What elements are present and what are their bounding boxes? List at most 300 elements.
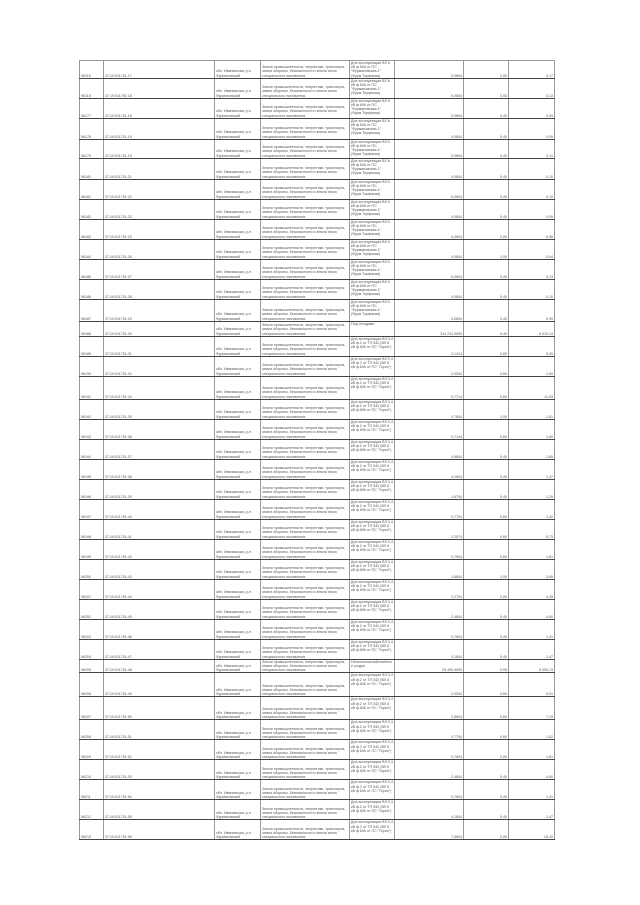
table-row (80, 659, 555, 673)
row-number-cell: 96181 (80, 179, 104, 199)
row-number-cell: 96179 (80, 139, 104, 158)
area-cell: 0,7754 (395, 720, 464, 740)
address-cell: обл. Ивановская, р-н Фурмановский (215, 697, 261, 720)
cadastral-number-cell: 37:19:011701:18 (104, 78, 215, 98)
land-category-cell: Земли промышленности, энергетики, транспорта, земли обороны, безопасности и земли иного специального назначения (261, 579, 350, 599)
cadastral-number-cell: 37:19:011701:55 (104, 800, 215, 820)
rate-cell: 0,60 (464, 539, 509, 559)
area-cell: 0,7854 (395, 399, 464, 419)
table-row (80, 599, 555, 619)
rate-cell: 2,00 (464, 740, 509, 760)
permitted-use-cell: Для эксплуатации ВЛ 6 кВ ф.606 от ПС "Фурмановская-1" (Фурм.Торфяная) (350, 98, 395, 118)
amount-cell: 0,09 (509, 118, 555, 139)
row-number-cell: 96206 (80, 673, 104, 697)
table-row (80, 376, 555, 399)
permitted-use-cell: Для эксплуатации ВЛ 0,4 кВ ф.2 от ТП 542 (ВЛ 6 кВ ф.606 от ПС "Тороп") (350, 619, 395, 639)
address-cell: обл. Ивановская, р-н Фурмановский (215, 479, 261, 499)
land-category-cell: Земли промышленности, энергетики, транспорта, земли обороны, безопасности и земли иного специального назначения (261, 519, 350, 539)
table-row (80, 740, 555, 760)
cadastral-number-cell: 37:19:011701:32 (104, 356, 215, 376)
land-category-cell: Земли промышленности, энергетики, транспорта, земли обороны, безопасности и земли иного специального назначения (261, 259, 350, 279)
amount-cell: 6 610,14 (509, 321, 555, 336)
area-cell: 0,7954 (395, 539, 464, 559)
land-category-cell: Земли промышленности, энергетики, транспорта, земли обороны, безопасности и земли иного специального назначения (261, 697, 350, 720)
rate-cell: 0,60 (464, 419, 509, 439)
table-row (80, 820, 555, 840)
cadastral-number-cell: 37:19:011701:39 (104, 479, 215, 499)
rate-cell: 0,40 (464, 321, 509, 336)
address-cell: обл. Ивановская, р-н Фурмановский (215, 158, 261, 179)
table-row (80, 479, 555, 499)
land-category-cell: Земли промышленности, энергетики, транспорта, земли обороны, безопасности и земли иного специального назначения (261, 820, 350, 840)
amount-cell: 0,17 (509, 61, 555, 79)
area-cell: 0,7654 (395, 619, 464, 639)
permitted-use-cell: Для эксплуатации ВЛ 0,4 кВ ф.2 от ТП 542 (ВЛ 6 кВ ф.606 от ПС "Тороп") (350, 697, 395, 720)
amount-cell: 1,41 (509, 780, 555, 800)
cadastral-number-cell: 37:19:011701:19 (104, 139, 215, 158)
permitted-use-cell: Для эксплуатации ВЛ 0,4 кВ ф.2 от ТП 542 (ВЛ 6 кВ ф.606 от ПС "Тороп") (350, 399, 395, 419)
row-number-cell: 96182 (80, 199, 104, 219)
area-cell: 0,6654 (395, 439, 464, 459)
row-number-cell: 96188 (80, 321, 104, 336)
permitted-use-cell: Для эксплуатации ВЛ 0,4 кВ ф.2 от ТП 542 (ВЛ 6 кВ ф.606 от ПС "Тороп") (350, 356, 395, 376)
land-category-cell: Земли промышленности, энергетики, транспорта, земли обороны, безопасности и земли иного специального назначения (261, 239, 350, 259)
row-number-cell: 96189 (80, 336, 104, 356)
table-row (80, 179, 555, 199)
rate-cell: 2,00 (464, 239, 509, 259)
row-number-cell: 96183 (80, 219, 104, 239)
rate-cell: 0,60 (464, 376, 509, 399)
amount-cell: 1,62 (509, 720, 555, 740)
rate-cell: 2,00 (464, 399, 509, 419)
rate-cell: 0,40 (464, 639, 509, 659)
table-row (80, 299, 555, 321)
table-row (80, 419, 555, 439)
cadastral-number-cell: 37:19:011701:56 (104, 820, 215, 840)
address-cell: обл. Ивановская, р-н Фурмановский (215, 740, 261, 760)
table-row (80, 199, 555, 219)
table-row (80, 78, 555, 98)
table-row (80, 619, 555, 639)
row-number-cell: 96203 (80, 619, 104, 639)
rate-cell: 0,40 (464, 139, 509, 158)
amount-cell: 1,47 (509, 459, 555, 479)
area-cell: 0,0654 (395, 61, 464, 79)
cadastral-number-cell: 37:19:011701:38 (104, 459, 215, 479)
row-number-cell: 96211 (80, 780, 104, 800)
cadastral-number-cell: 37:19:011701:40 (104, 499, 215, 519)
permitted-use-cell: Для эксплуатации ВЛ 6 кВ ф.606 от ПС "Фурмановская-1" (Фурм.Торфяная) (350, 219, 395, 239)
land-category-cell: Земли промышленности, энергетики, транспорта, земли обороны, безопасности и земли иного специального назначения (261, 321, 350, 336)
row-number-cell: 96198 (80, 519, 104, 539)
row-number-cell: 96197 (80, 499, 104, 519)
rate-cell: 0,60 (464, 356, 509, 376)
rate-cell: 0,40 (464, 800, 509, 820)
land-category-cell: Земли промышленности, энергетики, транспорта, земли обороны, безопасности и земли иного специального назначения (261, 720, 350, 740)
permitted-use-cell: Для эксплуатации ВЛ 0,4 кВ ф.2 от ТП 542 (ВЛ 6 кВ ф.606 от ПС "Тороп") (350, 499, 395, 519)
area-cell: 0,0654 (395, 118, 464, 139)
row-number-cell: 96202 (80, 599, 104, 619)
area-cell: 0,0654 (395, 179, 464, 199)
row-number-cell: 96186 (80, 279, 104, 299)
permitted-use-cell: Для эксплуатации ВЛ 6 кВ ф.606 от ПС "Фурмановская-1" (Фурм.Торфяная) (350, 199, 395, 219)
rate-cell: 0,40 (464, 299, 509, 321)
land-category-cell: Земли промышленности, энергетики, транспорта, земли обороны, безопасности и земли иного специального назначения (261, 376, 350, 399)
address-cell: обл. Ивановская, р-н Фурмановский (215, 499, 261, 519)
cadastral-number-cell: 37:19:011701:43 (104, 559, 215, 579)
table-row (80, 399, 555, 419)
cadastral-number-cell: 37:19:011701:47 (104, 639, 215, 659)
rate-cell: 0,40 (464, 279, 509, 299)
amount-cell: 0,09 (509, 299, 555, 321)
address-cell: обл. Ивановская, р-н Фурмановский (215, 780, 261, 800)
row-number-cell: 96187 (80, 299, 104, 321)
row-number-cell: 96195 (80, 459, 104, 479)
amount-cell: 0,04 (509, 239, 555, 259)
address-cell: обл. Ивановская, р-н Фурмановский (215, 419, 261, 439)
permitted-use-cell: Для эксплуатации ВЛ 0,4 кВ ф.2 от ТП 542 (ВЛ 6 кВ ф.606 от ПС "Тороп") (350, 639, 395, 659)
rate-cell: 0,40 (464, 118, 509, 139)
row-number-cell: 96210 (80, 760, 104, 780)
address-cell: обл. Ивановская, р-н Фурмановский (215, 259, 261, 279)
land-category-cell: Земли промышленности, энергетики, транспорта, земли обороны, безопасности и земли иного специального назначения (261, 760, 350, 780)
permitted-use-cell: Для эксплуатации ВЛ 0,4 кВ ф.2 от ТП 542 (ВЛ 6 кВ ф.606 от ПС "Тороп") (350, 780, 395, 800)
row-number-cell: 96204 (80, 639, 104, 659)
amount-cell: 0,10 (509, 158, 555, 179)
amount-cell: 1,29 (509, 479, 555, 499)
rate-cell: 0,05 (464, 659, 509, 673)
cadastral-number-cell: 37:19:011701:21 (104, 158, 215, 179)
amount-cell: 3,69 (509, 559, 555, 579)
row-number-cell: 96209 (80, 740, 104, 760)
address-cell: обл. Ивановская, р-н Фурмановский (215, 118, 261, 139)
table-row (80, 321, 555, 336)
amount-cell: 1,47 (509, 639, 555, 659)
area-cell: 0,0654 (395, 78, 464, 98)
area-cell: 0,1654 (395, 639, 464, 659)
amount-cell: 11,53 (509, 376, 555, 399)
table-row (80, 579, 555, 599)
area-cell: 4,1654 (395, 800, 464, 820)
land-category-cell: Земли промышленности, энергетики, транспорта, земли обороны, безопасности и земли иного специального назначения (261, 459, 350, 479)
permitted-use-cell: Для эксплуатации ВЛ 6 кВ ф.606 от ПС "Фурмановская-1" (Фурм.Торфяная) (350, 61, 395, 79)
table-row (80, 239, 555, 259)
rate-cell: 0,40 (464, 619, 509, 639)
land-category-cell: Земли промышленности, энергетики, транспорта, земли обороны, безопасности и земли иного специального назначения (261, 299, 350, 321)
table-row (80, 356, 555, 376)
row-number-cell: 96185 (80, 259, 104, 279)
table-row (80, 61, 555, 79)
address-cell: обл. Ивановская, р-н Фурмановский (215, 98, 261, 118)
amount-cell: 5,73 (509, 519, 555, 539)
cadastral-number-cell: 37:19:011701:42 (104, 539, 215, 559)
rate-cell: 0,60 (464, 519, 509, 539)
row-number-cell: 96190 (80, 356, 104, 376)
cadastral-number-cell: 37:19:011701:53 (104, 760, 215, 780)
cadastral-number-cell: 37:19:011701:30 (104, 321, 215, 336)
amount-cell: 1,42 (509, 499, 555, 519)
cadastral-number-cell: 37:19:011701:50 (104, 697, 215, 720)
land-category-cell: Земли промышленности, энергетики, транспорта, земли обороны, безопасности и земли иного специального назначения (261, 419, 350, 439)
rate-cell: 2,00 (464, 61, 509, 79)
cadastral-number-cell: 37:19:011701:36 (104, 419, 215, 439)
table-row (80, 639, 555, 659)
cadastral-number-cell: 37:19:011701:49 (104, 673, 215, 697)
address-cell: обл. Ивановская, р-н Фурмановский (215, 559, 261, 579)
amount-cell: 5,05 (509, 336, 555, 356)
row-number-cell: 96184 (80, 239, 104, 259)
table-row (80, 98, 555, 118)
cadastral-number-cell: 37:19:011701:51 (104, 720, 215, 740)
amount-cell: 7,19 (509, 697, 555, 720)
area-cell: 2,0254 (395, 673, 464, 697)
amount-cell: 4,60 (509, 599, 555, 619)
amount-cell: 0,10 (509, 179, 555, 199)
permitted-use-cell: Несельскохозяйственные угодья (350, 659, 395, 673)
rate-cell: 0,40 (464, 199, 509, 219)
table-row (80, 259, 555, 279)
area-cell: 0,0654 (395, 139, 464, 158)
cadastral-number-cell: 37:19:011701:18 (104, 98, 215, 118)
land-category-cell: Земли промышленности, энергетики, транспорта, земли обороны, безопасности и земли иного специального назначения (261, 356, 350, 376)
permitted-use-cell: Для эксплуатации ВЛ 0,4 кВ ф.2 от ТП 542 (ВЛ 6 кВ ф.606 от ПС "Тороп") (350, 673, 395, 697)
cadastral-number-cell: 37:19:011701:44 (104, 579, 215, 599)
area-cell: 0,7754 (395, 499, 464, 519)
rate-cell: 0,40 (464, 98, 509, 118)
land-category-cell: Земли промышленности, энергетики, транспорта, земли обороны, безопасности и земли иного специального назначения (261, 673, 350, 697)
table-row (80, 499, 555, 519)
address-cell: обл. Ивановская, р-н Фурмановский (215, 820, 261, 840)
cadastral-number-cell: 37:19:011701:41 (104, 519, 215, 539)
area-cell: 2,8654 (395, 697, 464, 720)
rate-cell: 0,40 (464, 760, 509, 780)
cadastral-number-cell: 37:19:011701:46 (104, 619, 215, 639)
area-cell: 2,4654 (395, 599, 464, 619)
amount-cell: 0,13 (509, 78, 555, 98)
rate-cell: 0,40 (464, 439, 509, 459)
cadastral-number-cell: 37:19:011701:28 (104, 279, 215, 299)
rate-cell: 0,60 (464, 673, 509, 697)
permitted-use-cell: Для эксплуатации ВЛ 0,4 кВ ф.2 от ТП 542 (ВЛ 6 кВ ф.606 от ПС "Тороп") (350, 419, 395, 439)
permitted-use-cell: Для эксплуатации ВЛ 0,4 кВ ф.2 от ТП 542 (ВЛ 6 кВ ф.606 от ПС "Тороп") (350, 336, 395, 356)
cadastral-number-cell: 37:19:011701:26 (104, 239, 215, 259)
table-row (80, 219, 555, 239)
address-cell: обл. Ивановская, р-н Фурмановский (215, 619, 261, 639)
land-category-cell: Земли промышленности, энергетики, транспорта, земли обороны, безопасности и земли иного специального назначения (261, 179, 350, 199)
permitted-use-cell: Под отходами (350, 321, 395, 336)
row-number-cell: 96192 (80, 399, 104, 419)
area-cell: 0,0654 (395, 199, 464, 219)
row-number-cell: 96194 (80, 439, 104, 459)
table-row (80, 720, 555, 740)
row-number-cell: 96212 (80, 800, 104, 820)
address-cell: обл. Ивановская, р-н Фурмановский (215, 760, 261, 780)
row-number-cell: 96199 (80, 539, 104, 559)
area-cell: 314 211,0000 (395, 321, 464, 336)
land-category-cell: Земли промышленности, энергетики, транспорта, земли обороны, безопасности и земли иного специального назначения (261, 539, 350, 559)
rate-cell: 2,00 (464, 559, 509, 579)
rate-cell: 0,40 (464, 259, 509, 279)
rate-cell: 0,40 (464, 599, 509, 619)
amount-cell: 1,61 (509, 740, 555, 760)
address-cell: обл. Ивановская, р-н Фурмановский (215, 459, 261, 479)
row-number-cell: 96196 (80, 479, 104, 499)
land-category-cell: Земли промышленности, энергетики, транспорта, земли обороны, безопасности и земли иного специального назначения (261, 619, 350, 639)
amount-cell: 1,60 (509, 356, 555, 376)
address-cell: обл. Ивановская, р-н Фурмановский (215, 356, 261, 376)
area-cell: 5,7714 (395, 376, 464, 399)
land-category-cell: Земли промышленности, энергетики, транспорта, земли обороны, безопасности и земли иного специального назначения (261, 740, 350, 760)
address-cell: обл. Ивановская, р-н Фурмановский (215, 439, 261, 459)
cadastral-number-cell: 37:19:011701:19 (104, 118, 215, 139)
land-category-cell: Земли промышленности, энергетики, транспорта, земли обороны, безопасности и земли иного специального назначения (261, 780, 350, 800)
permitted-use-cell: Для эксплуатации ВЛ 6 кВ ф.606 от ПС "Фурмановская-1" (Фурм.Торфяная) (350, 299, 395, 321)
rate-cell: 2,00 (464, 579, 509, 599)
area-cell: 0,0654 (395, 98, 464, 118)
table-row (80, 780, 555, 800)
table-row (80, 800, 555, 820)
area-cell: 1,6754 (395, 479, 464, 499)
area-cell: 0,0654 (395, 279, 464, 299)
permitted-use-cell: Для эксплуатации ВЛ 6 кВ ф.606 от ПС "Фурмановская-1" (Фурм.Торфяная) (350, 139, 395, 158)
rate-cell: 0,60 (464, 336, 509, 356)
amount-cell: 1,61 (509, 399, 555, 419)
area-cell: 0,7854 (395, 740, 464, 760)
rate-cell: 0,40 (464, 158, 509, 179)
table-row (80, 439, 555, 459)
table-row (80, 697, 555, 720)
address-cell: обл. Ивановская, р-н Фурмановский (215, 659, 261, 673)
cadastral-number-cell: 37:19:011701:45 (104, 599, 215, 619)
cadastral-number-cell: 37:19:011701:52 (104, 740, 215, 760)
row-number-cell: 96208 (80, 720, 104, 740)
amount-cell: 1,60 (509, 419, 555, 439)
cadastral-number-cell: 37:19:011701:23 (104, 199, 215, 219)
area-cell: 2,2074 (395, 519, 464, 539)
address-cell: обл. Ивановская, р-н Фурмановский (215, 673, 261, 697)
land-category-cell: Земли промышленности, энергетики, транспорта, земли обороны, безопасности и земли иного специального назначения (261, 219, 350, 239)
amount-cell: 0,11 (509, 139, 555, 158)
rate-cell: 0,60 (464, 720, 509, 740)
land-category-cell: Земли промышленности, энергетики, транспорта, земли обороны, безопасности и земли иного специального назначения (261, 279, 350, 299)
area-cell: 2,2704 (395, 579, 464, 599)
land-category-cell: Земли промышленности, энергетики, транспорта, земли обороны, безопасности и земли иного специального назначения (261, 399, 350, 419)
land-category-cell: Земли промышленности, энергетики, транспорта, земли обороны, безопасности и земли иного специального назначения (261, 98, 350, 118)
permitted-use-cell: Для эксплуатации ВЛ 6 кВ ф.606 от ПС "Фурмановская-1" (Фурм.Торфяная) (350, 179, 395, 199)
amount-cell: 0,09 (509, 98, 555, 118)
cadastral-number-cell: 37:19:011701:27 (104, 259, 215, 279)
table-row (80, 336, 555, 356)
row-number-cell: 96205 (80, 659, 104, 673)
area-cell: 0,0654 (395, 158, 464, 179)
area-cell: 2,4654 (395, 760, 464, 780)
land-category-cell: Земли промышленности, энергетики, транспорта, земли обороны, безопасности и земли иного специального назначения (261, 336, 350, 356)
area-cell: 2,0254 (395, 356, 464, 376)
land-category-cell: Земли промышленности, энергетики, транспорта, земли обороны, безопасности и земли иного специального назначения (261, 800, 350, 820)
permitted-use-cell: Для эксплуатации ВЛ 0,4 кВ ф.2 от ТП 542 (ВЛ 6 кВ ф.606 от ПС "Тороп") (350, 760, 395, 780)
row-number-cell: 96178 (80, 118, 104, 139)
rate-cell: 0,50 (464, 78, 509, 98)
area-cell: 0,7144 (395, 419, 464, 439)
permitted-use-cell: Для эксплуатации ВЛ 6 кВ ф.606 от ПС "Фурмановская-1" (Фурм.Торфяная) (350, 279, 395, 299)
area-cell: 0,0654 (395, 239, 464, 259)
row-number-cell: 96201 (80, 579, 104, 599)
cadastral-number-cell: 37:19:011701:34 (104, 376, 215, 399)
table-row (80, 673, 555, 697)
table-row (80, 519, 555, 539)
address-cell: обл. Ивановская, р-н Фурмановский (215, 579, 261, 599)
address-cell: обл. Ивановская, р-н Фурмановский (215, 279, 261, 299)
land-category-cell: Земли промышленности, энергетики, транспорта, земли обороны, безопасности и земли иного специального назначения (261, 118, 350, 139)
address-cell: обл. Ивановская, р-н Фурмановский (215, 61, 261, 79)
table-row (80, 158, 555, 179)
table-row (80, 118, 555, 139)
permitted-use-cell: Для эксплуатации ВЛ 6 кВ ф.606 от ПС "Фурмановская-1" (Фурм.Торфяная) (350, 158, 395, 179)
land-category-cell: Земли промышленности, энергетики, транспорта, земли обороны, безопасности и земли иного специального назначения (261, 499, 350, 519)
amount-cell: 0,09 (509, 199, 555, 219)
cadastral-number-cell: 37:19:011701:37 (104, 439, 215, 459)
permitted-use-cell: Для эксплуатации ВЛ 0,4 кВ ф.2 от ТП 542 (ВЛ 6 кВ ф.606 от ПС "Тороп") (350, 519, 395, 539)
area-cell: 4,0654 (395, 299, 464, 321)
permitted-use-cell: Для эксплуатации ВЛ 0,4 кВ ф.2 от ТП 542 (ВЛ 6 кВ ф.606 от ПС "Тороп") (350, 740, 395, 760)
rate-cell: 0,60 (464, 697, 509, 720)
address-cell: обл. Ивановская, р-н Фурмановский (215, 321, 261, 336)
address-cell: обл. Ивановская, р-н Фурмановский (215, 376, 261, 399)
address-cell: обл. Ивановская, р-н Фурмановский (215, 179, 261, 199)
cadastral-number-cell: 37:19:011701:48 (104, 659, 215, 673)
permitted-use-cell: Для эксплуатации ВЛ 6 кВ ф.606 от ПС "Фурмановская-1" (Фурм.Торфяная) (350, 78, 395, 98)
land-category-cell: Земли промышленности, энергетики, транспорта, земли обороны, безопасности и земли иного специального назначения (261, 599, 350, 619)
address-cell: обл. Ивановская, р-н Фурмановский (215, 336, 261, 356)
rate-cell: 0,40 (464, 780, 509, 800)
land-category-cell: Земли промышленности, энергетики, транспорта, земли обороны, безопасности и земли иного специального назначения (261, 559, 350, 579)
address-cell: обл. Ивановская, р-н Фурмановский (215, 399, 261, 419)
land-category-cell: Земли промышленности, энергетики, транспорта, земли обороны, безопасности и земли иного специального назначения (261, 158, 350, 179)
area-cell: 1,8654 (395, 559, 464, 579)
permitted-use-cell: Для эксплуатации ВЛ 0,4 кВ ф.2 от ТП 542 (ВЛ 6 кВ ф.606 от ПС "Тороп") (350, 579, 395, 599)
amount-cell: 0,13 (509, 259, 555, 279)
amount-cell: 1,47 (509, 800, 555, 820)
land-category-cell: Земли промышленности, энергетики, транспорта, земли обороны, безопасности и земли иного специального назначения (261, 659, 350, 673)
permitted-use-cell: Для эксплуатации ВЛ 0,4 кВ ф.2 от ТП 542 (ВЛ 6 кВ ф.606 от ПС "Тороп") (350, 439, 395, 459)
amount-cell: 6,56 (509, 219, 555, 239)
address-cell: обл. Ивановская, р-н Фурмановский (215, 599, 261, 619)
land-category-cell: Земли промышленности, энергетики, транспорта, земли обороны, безопасности и земли иного специального назначения (261, 199, 350, 219)
cadastral-number-cell: 37:19:011701:17 (104, 61, 215, 79)
amount-cell: 5,51 (509, 673, 555, 697)
area-cell: 4,4654 (395, 219, 464, 239)
permitted-use-cell: Для эксплуатации ВЛ 0,4 кВ ф.2 от ТП 542 (ВЛ 6 кВ ф.606 от ПС "Тороп") (350, 820, 395, 840)
address-cell: обл. Ивановская, р-н Фурмановский (215, 299, 261, 321)
area-cell: 0,7654 (395, 780, 464, 800)
cadastral-number-cell: 37:19:011701:22 (104, 179, 215, 199)
cadastral-number-cell: 37:19:011701:29 (104, 299, 215, 321)
rate-cell: 0,40 (464, 479, 509, 499)
cadastral-number-cell: 37:19:011701:35 (104, 399, 215, 419)
cadastral-number-cell: 37:19:011701:54 (104, 780, 215, 800)
land-category-cell: Земли промышленности, энергетики, транспорта, земли обороны, безопасности и земли иного специального назначения (261, 479, 350, 499)
area-cell: 4,1654 (395, 459, 464, 479)
cadastral-number-cell: 37:19:011701:25 (104, 219, 215, 239)
address-cell: обл. Ивановская, р-н Фурмановский (215, 720, 261, 740)
permitted-use-cell: Для эксплуатации ВЛ 0,4 кВ ф.2 от ТП 542 (ВЛ 6 кВ ф.606 от ПС "Тороп") (350, 376, 395, 399)
row-number-cell: 96207 (80, 697, 104, 720)
address-cell: обл. Ивановская, р-н Фурмановский (215, 539, 261, 559)
table-row (80, 279, 555, 299)
row-number-cell: 96116 (80, 78, 104, 98)
amount-cell: 15,40 (509, 820, 555, 840)
permitted-use-cell: Для эксплуатации ВЛ 6 кВ ф.606 от ПС "Фурмановская-1" (Фурм.Торфяная) (350, 259, 395, 279)
